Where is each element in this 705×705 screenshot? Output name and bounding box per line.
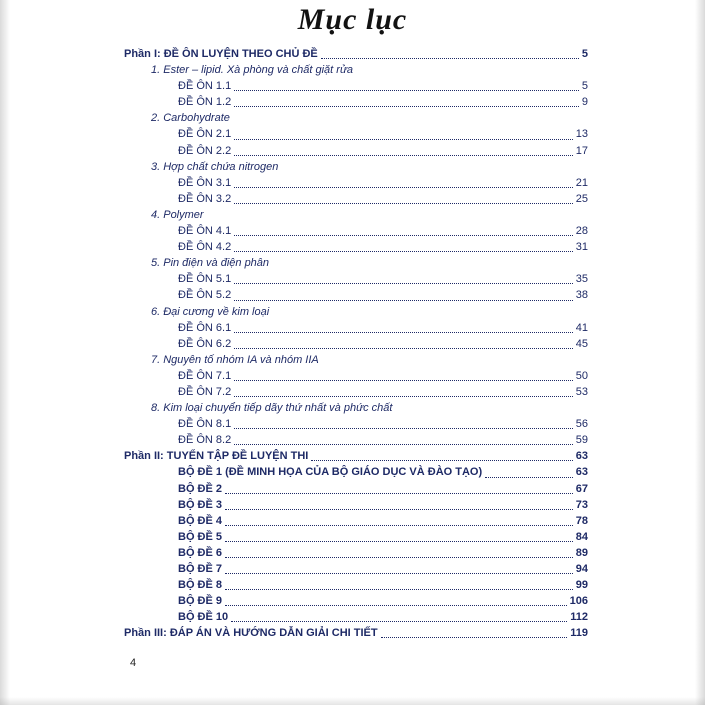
toc-entry-label: BỘ ĐỀ 7 bbox=[178, 563, 223, 575]
toc-entry-label: Phần III: ĐÁP ÁN VÀ HƯỚNG DẪN GIẢI CHI TIẾT bbox=[124, 627, 378, 640]
toc-entry-label: 8. Kim loại chuyển tiếp dãy thứ nhất và phức chất bbox=[151, 402, 393, 415]
dot-leader bbox=[234, 396, 573, 397]
toc-entry-label: ĐỀ ÔN 4.1 bbox=[178, 225, 232, 238]
dot-leader bbox=[234, 300, 573, 301]
toc-entry-label: BỘ ĐỀ 4 bbox=[178, 514, 223, 527]
toc-entry bbox=[124, 625, 588, 641]
toc-entry-page: 35 bbox=[575, 273, 588, 286]
toc-entry bbox=[124, 577, 588, 593]
dot-leader bbox=[234, 380, 573, 381]
toc-entry bbox=[124, 239, 588, 255]
toc-entry bbox=[124, 287, 588, 303]
page-edge-shadow-bottom bbox=[0, 697, 705, 705]
toc-entry-label: ĐỀ ÔN 6.2 bbox=[178, 337, 232, 350]
dot-leader bbox=[234, 155, 573, 156]
toc-entry bbox=[124, 400, 588, 416]
toc-entry-label: 6. Đại cương về kim loại bbox=[151, 305, 270, 318]
toc-entry bbox=[124, 368, 588, 384]
dot-leader bbox=[234, 428, 573, 429]
dot-leader bbox=[234, 187, 573, 188]
toc-entry-label: ĐỀ ÔN 1.1 bbox=[178, 80, 232, 93]
toc-entry-page: 53 bbox=[575, 385, 588, 398]
toc-entry bbox=[124, 78, 588, 94]
toc-entry-label: BỘ ĐỀ 5 bbox=[178, 530, 223, 543]
dot-leader bbox=[234, 444, 573, 445]
toc-entry-label: ĐỀ ÔN 5.2 bbox=[178, 289, 232, 302]
toc-entry-label: Phần I: ĐỀ ÔN LUYỆN THEO CHỦ ĐỀ bbox=[124, 48, 318, 60]
toc-list bbox=[124, 46, 588, 641]
toc-entry-label: BỘ ĐỀ 10 bbox=[178, 611, 229, 624]
toc-entry-label: BỘ ĐỀ 9 bbox=[178, 595, 223, 608]
dot-leader bbox=[225, 573, 573, 574]
toc-entry bbox=[124, 207, 588, 223]
toc-entry-page: 5 bbox=[581, 48, 588, 60]
toc-entry-page: 106 bbox=[569, 595, 588, 608]
toc-entry-page: 41 bbox=[575, 321, 588, 334]
toc-entry-page: 13 bbox=[575, 128, 588, 141]
dot-leader bbox=[234, 235, 573, 236]
toc-entry-page: 45 bbox=[575, 337, 588, 350]
dot-leader bbox=[225, 493, 573, 494]
toc-entry bbox=[124, 110, 588, 126]
toc-entry bbox=[124, 191, 588, 207]
dot-leader bbox=[225, 589, 573, 590]
toc-entry bbox=[124, 320, 588, 336]
toc-entry-page: 63 bbox=[575, 450, 588, 463]
toc-entry bbox=[124, 593, 588, 609]
toc-entry-label: ĐỀ ÔN 8.2 bbox=[178, 434, 232, 447]
toc-entry bbox=[124, 46, 588, 62]
toc-entry-label: 2. Carbohydrate bbox=[151, 112, 230, 125]
toc-entry-label: ĐỀ ÔN 7.1 bbox=[178, 369, 232, 382]
toc-entry-page: 9 bbox=[581, 96, 588, 109]
dot-leader bbox=[381, 637, 568, 638]
toc-entry-label: Phần II: TUYỂN TẬP ĐỀ LUYỆN THI bbox=[124, 450, 309, 463]
toc-entry bbox=[124, 94, 588, 110]
toc-entry-page: 17 bbox=[575, 144, 588, 157]
toc-entry bbox=[124, 304, 588, 320]
toc-entry-page: 28 bbox=[575, 225, 588, 238]
toc-entry-page: 119 bbox=[570, 627, 588, 640]
toc-entry bbox=[124, 609, 588, 625]
toc-entry-label: ĐỀ ÔN 5.1 bbox=[178, 273, 232, 286]
toc-entry-page: 21 bbox=[575, 176, 588, 189]
toc-entry-label: ĐỀ ÔN 7.2 bbox=[178, 385, 232, 398]
toc-entry bbox=[124, 448, 588, 464]
toc-entry-page: 63 bbox=[575, 466, 588, 479]
toc-entry-label: BỘ ĐỀ 8 bbox=[178, 579, 223, 592]
toc-entry-page: 31 bbox=[575, 241, 588, 254]
dot-leader bbox=[225, 525, 573, 526]
toc-entry bbox=[124, 271, 588, 287]
toc-entry-page: 89 bbox=[575, 546, 588, 559]
toc-entry bbox=[124, 497, 588, 513]
toc-entry-label: ĐỀ ÔN 2.1 bbox=[178, 128, 232, 141]
toc-entry-page: 38 bbox=[575, 289, 588, 302]
toc-entry bbox=[124, 384, 588, 400]
toc-entry-label: BỘ ĐỀ 3 bbox=[178, 498, 223, 511]
dot-leader bbox=[234, 283, 573, 284]
page-edge-shadow-right bbox=[695, 0, 705, 705]
toc-entry-label: ĐỀ ÔN 2.2 bbox=[178, 144, 232, 157]
toc-entry-label: ĐỀ ÔN 4.2 bbox=[178, 241, 232, 254]
dot-leader bbox=[231, 621, 567, 622]
page-number: 4 bbox=[130, 657, 137, 669]
toc-entry-label: 7. Nguyên tố nhóm IA và nhóm IIA bbox=[151, 353, 319, 366]
toc-entry-page: 73 bbox=[575, 498, 588, 511]
toc-entry bbox=[124, 529, 588, 545]
toc-entry-label: BỘ ĐỀ 1 (ĐỀ MINH HỌA CỦA BỘ GIÁO DỤC VÀ ĐÀO TẠO) bbox=[178, 466, 483, 479]
toc-entry bbox=[124, 159, 588, 175]
dot-leader bbox=[234, 332, 573, 333]
toc-entry bbox=[124, 432, 588, 448]
toc-entry-label: BỘ ĐỀ 6 bbox=[178, 546, 223, 559]
toc-entry-label: 1. Ester – lipid. Xà phòng và chất giặt rửa bbox=[151, 64, 354, 77]
dot-leader bbox=[311, 460, 572, 461]
dot-leader bbox=[321, 58, 579, 59]
toc-entry-label: ĐỀ ÔN 6.1 bbox=[178, 321, 232, 334]
toc-entry-page: 25 bbox=[575, 192, 588, 205]
toc-entry bbox=[124, 416, 588, 432]
toc-entry bbox=[124, 545, 588, 561]
toc-entry bbox=[124, 175, 588, 191]
toc-entry-page: 94 bbox=[575, 563, 588, 575]
toc-entry bbox=[124, 223, 588, 239]
toc-entry-label: 5. Pin điện và điện phân bbox=[151, 257, 270, 270]
toc-entry bbox=[124, 464, 588, 480]
toc-entry-page: 59 bbox=[575, 434, 588, 447]
toc-entry-label: ĐỀ ÔN 8.1 bbox=[178, 418, 232, 431]
toc-entry-page: 112 bbox=[570, 611, 588, 624]
page-edge-shadow-left bbox=[0, 0, 10, 705]
dot-leader bbox=[225, 541, 573, 542]
toc-entry bbox=[124, 126, 588, 142]
dot-leader bbox=[234, 203, 573, 204]
toc-entry-label: ĐỀ ÔN 1.2 bbox=[178, 96, 232, 109]
toc-entry bbox=[124, 561, 588, 577]
toc-entry-page: 67 bbox=[575, 482, 588, 495]
dot-leader bbox=[225, 509, 573, 510]
toc-entry-page: 84 bbox=[575, 530, 588, 543]
toc-entry-page: 99 bbox=[575, 579, 588, 592]
dot-leader bbox=[234, 90, 579, 91]
toc-entry bbox=[124, 336, 588, 352]
dot-leader bbox=[234, 251, 573, 252]
toc-entry bbox=[124, 513, 588, 529]
toc-entry bbox=[124, 352, 588, 368]
toc-entry-label: BỘ ĐỀ 2 bbox=[178, 482, 223, 495]
dot-leader bbox=[225, 557, 573, 558]
dot-leader bbox=[234, 106, 579, 107]
toc-entry-label: ĐỀ ÔN 3.2 bbox=[178, 192, 232, 205]
page-title: Mục lục bbox=[297, 3, 408, 36]
dot-leader bbox=[225, 605, 567, 606]
toc-entry bbox=[124, 143, 588, 159]
toc-entry-page: 50 bbox=[575, 369, 588, 382]
toc-entry-label: 3. Hợp chất chứa nitrogen bbox=[151, 160, 279, 173]
toc-entry-label: 4. Polymer bbox=[151, 208, 204, 221]
dot-leader bbox=[485, 477, 573, 478]
toc-entry-page: 56 bbox=[575, 418, 588, 431]
toc-entry-page: 5 bbox=[581, 80, 588, 93]
toc-entry bbox=[124, 255, 588, 271]
dot-leader bbox=[234, 139, 573, 140]
toc-entry bbox=[124, 481, 588, 497]
toc-entry-label: ĐỀ ÔN 3.1 bbox=[178, 176, 232, 189]
toc-entry-page: 78 bbox=[575, 514, 588, 527]
toc-entry bbox=[124, 62, 588, 78]
dot-leader bbox=[234, 348, 573, 349]
